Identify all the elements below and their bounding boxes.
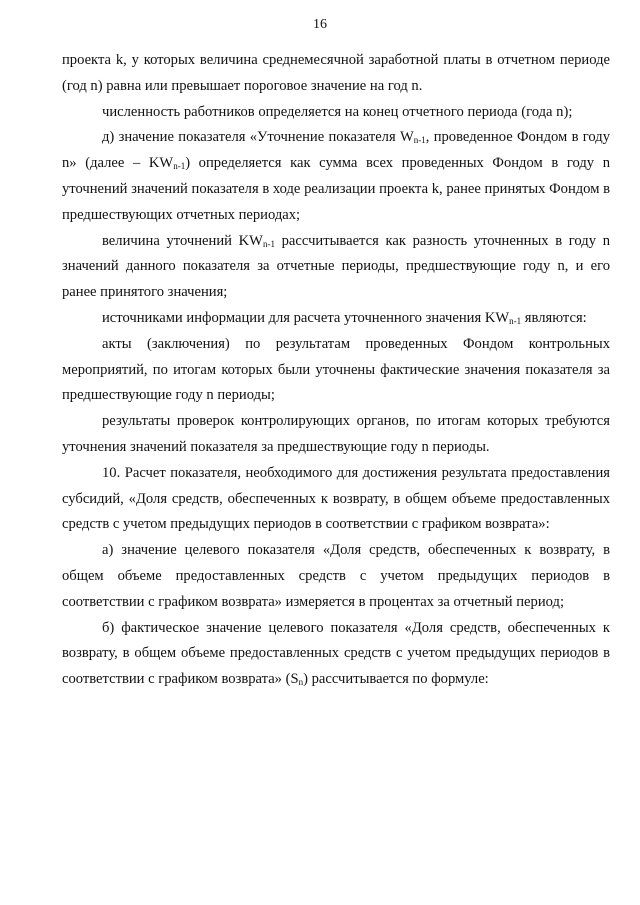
page-number: 16 [313,17,327,32]
paragraph-3-subscript-a: n-1 [413,135,426,146]
paragraph-4-subscript: n-1 [262,238,275,249]
paragraph-10-subscript: n [298,677,304,688]
paragraph-10 [62,616,610,693]
paragraph-6: акты (заключения) по результатам проведенных Фондом контрольных мероприятий, по итогам которых были уточнены фактические значения показателя за предшествующие году n периоды; [62,335,610,404]
paragraph-5-text-a: источниками информации для расчета уточненного значения KW [102,309,510,326]
paragraph-3-text-c: ) определяется как сумма всех проведенных Фондом в году n уточнений значений показателя в ходе реализации проекта k, ранее принятых Фондом в предшествующих отчетных периодах; [62,155,610,223]
paragraph-4-text-a: величина уточнений KW [102,232,263,249]
paragraph-8: 10. Расчет показателя, необходимого для достижения результата предоставления субсидий, «Доля средств, обеспеченных к возврату, в общем объеме предоставленных средств с учетом предыдущих периодов в соответствии с графиком возврата»: [62,464,610,533]
paragraph-7: результаты проверок контролирующих органов, по итогам которых требуются уточнения значений показателя за предшествующие году n периоды. [62,413,610,455]
paragraph-1: проекта k, у которых величина среднемесячной заработной платы в отчетном периоде (год n) равна или превышает пороговое значение на год n. [62,52,610,94]
paragraph-9: а) значение целевого показателя «Доля средств, обеспеченных к возврату, в общем объеме предоставленных средств с учетом предыдущих периодов в соответствии с графиком возврата» измеряется в процентах за отчетный период; [62,542,610,610]
paragraph-10-text-b: ) рассчитывается по формуле: [303,671,489,688]
paragraph-2: численность работников определяется на конец отчетного периода (года n); [102,103,573,120]
paragraph-10-text-a: б) фактическое значение целевого показателя «Доля средств, обеспеченных к возврату, в общем объеме предоставленных средств с учетом предыдущих периодов в соответствии с графиком возврата» (S [62,619,610,688]
document-body [62,48,610,693]
paragraph-5 [62,306,610,332]
paragraph-4-text-b: рассчитывается как разность уточненных в году n значений данного показателя за отчетные периоды, предшествующие году n, и его ранее принятого значения; [62,232,610,301]
paragraph-4 [62,229,610,306]
paragraph-3-text-a: д) значение показателя «Уточнение показателя W [102,129,414,146]
paragraph-3 [62,125,610,228]
paragraph-3-subscript-b: n-1 [173,161,186,172]
paragraph-3-text-b: , проведенное Фондом в году n» (далее – KW [62,129,610,172]
paragraph-5-subscript: n-1 [509,315,522,326]
paragraph-5-text-b: являются: [521,309,587,326]
